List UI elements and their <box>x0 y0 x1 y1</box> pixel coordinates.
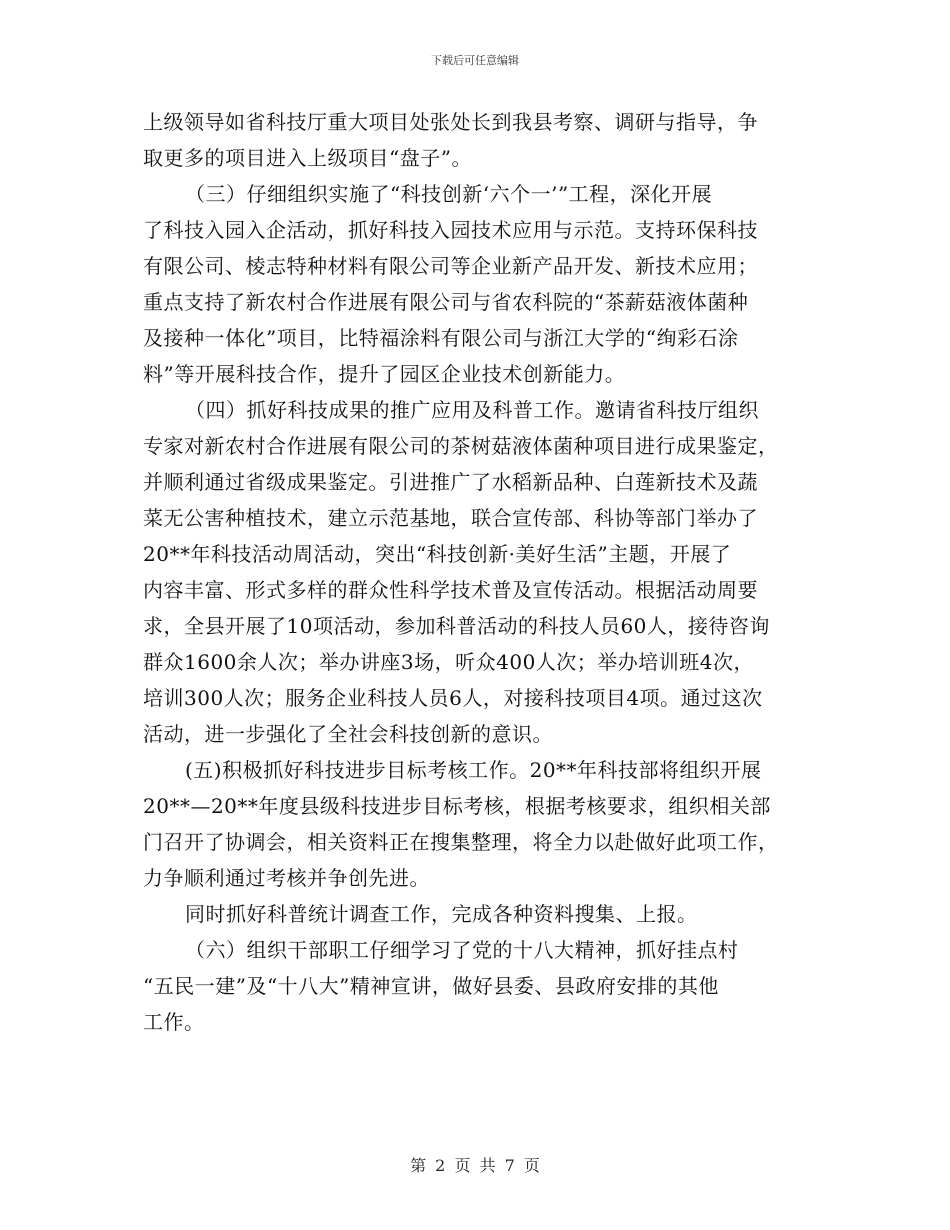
text-line: 重点支持了新农村合作进展有限公司与省农科院的“茶薪菇液体菌种 <box>143 290 749 314</box>
text-line: 了科技入园入企活动，抓好科技入园技术应用与示范。支持环保科技 <box>143 218 758 242</box>
text-line: 菜无公害种植技术，建立示范基地，联合宣传部、科协等部门举办了 <box>143 506 758 530</box>
text-line: （三）仔细组织实施了“科技创新‘六个一’”工程，深化开展 <box>185 182 713 206</box>
text-line: 并顺利通过省级成果鉴定。引进推广了水稻新品种、白莲新技术及蔬 <box>143 470 758 494</box>
text-line: （六）组织干部职工仔细学习了党的十八大精神，抓好挂点村 <box>185 938 739 962</box>
text-line: 及接种一体化”项目，比特福涂料有限公司与浙江大学的“绚彩石涂 <box>143 326 739 350</box>
text-line: （四）抓好科技成果的推广应用及科普工作。邀请省科技厅组织 <box>185 398 759 422</box>
text-line: 工作。 <box>143 1010 205 1034</box>
page-header: 下载后可任意编辑 <box>431 54 519 67</box>
text-line: 求，全县开展了10项活动，参加科普活动的科技人员60人，接待咨询 <box>143 614 770 638</box>
text-line: “五民一建”及“十八大”精神宣讲，做好县委、县政府安排的其他 <box>143 974 719 998</box>
text-line: 上级领导如省科技厅重大项目处张处长到我县考察、调研与指导，争 <box>143 110 758 134</box>
text-line: 培训300人次；服务企业科技人员6人，对接科技项目4项。通过这次 <box>143 686 763 710</box>
text-line: 活动，进一步强化了全社会科技创新的意识。 <box>143 722 553 746</box>
document-body <box>143 104 811 1040</box>
text-line: (五)积极抓好科技进步目标考核工作。20**年科技部将组织开展 <box>185 758 762 782</box>
text-line: 20**年科技活动周活动，突出“科技创新·美好生活”主题，开展了 <box>143 542 732 566</box>
text-line: 同时抓好科普统计调查工作，完成各种资料搜集、上报。 <box>185 902 698 926</box>
text-line: 20**—20**年度县级科技进步目标考核，根据考核要求，组织相关部 <box>143 794 771 818</box>
text-line: 群众1600余人次；举办讲座3场，听众400人次；举办培训班4次， <box>143 650 755 674</box>
page-footer: 第 2 页 共 7 页 <box>410 1156 540 1175</box>
text-line: 力争顺利通过考核并争创先进。 <box>143 866 430 890</box>
text-line: 内容丰富、形式多样的群众性科学技术普及宣传活动。根据活动周要 <box>143 578 758 602</box>
text-line: 门召开了协调会，相关资料正在搜集整理，将全力以赴做好此项工作， <box>143 830 779 854</box>
text-line: 有限公司、棱志特种材料有限公司等企业新产品开发、新技术应用； <box>143 254 758 278</box>
text-line: 专家对新农村合作进展有限公司的茶树菇液体菌种项目进行成果鉴定， <box>143 434 779 458</box>
text-line: 取更多的项目进入上级项目“盘子”。 <box>143 146 472 170</box>
text-line: 料”等开展科技合作，提升了园区企业技术创新能力。 <box>143 362 626 386</box>
